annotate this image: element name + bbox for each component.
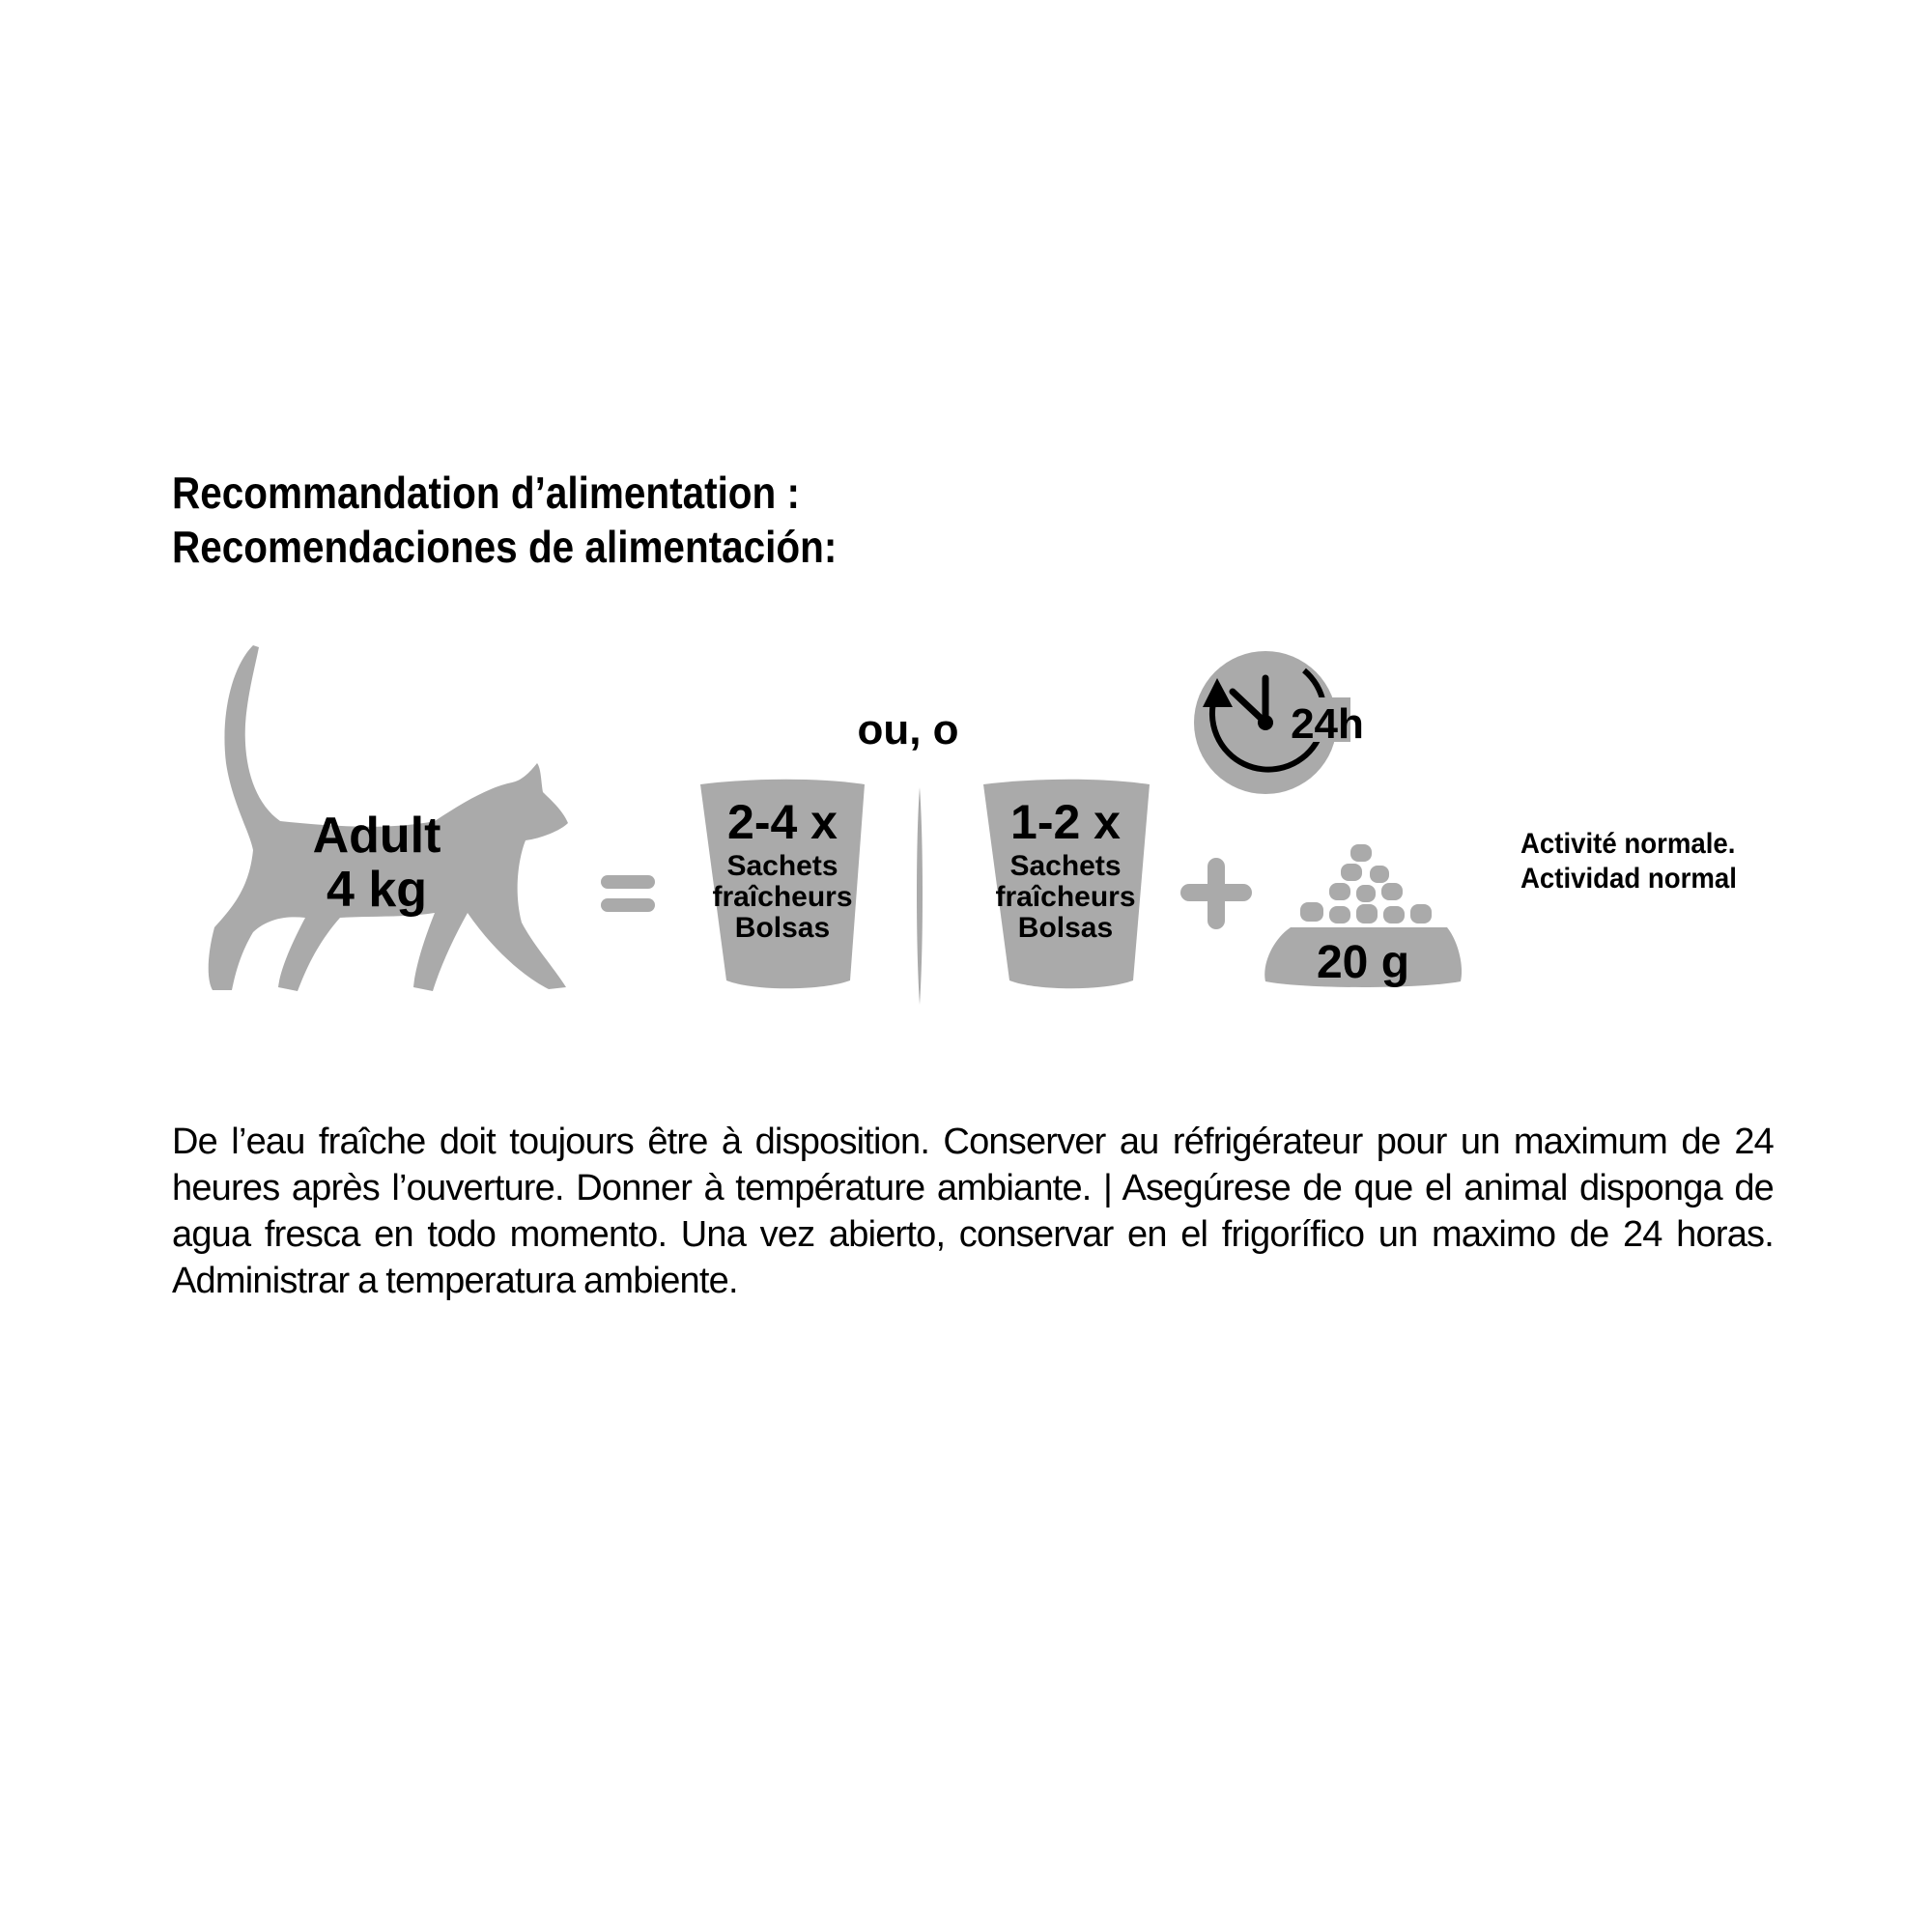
equals-icon: [601, 875, 655, 912]
food-bowl-icon: [1264, 844, 1462, 988]
activity-level: [1520, 827, 1737, 896]
feeding-heading: [172, 466, 837, 574]
pouch-icon-a: [700, 780, 865, 989]
pouch-icon-b: [983, 780, 1150, 989]
cat-label-weight: 4 kg: [326, 862, 428, 918]
cat-label-life-stage: Adult: [312, 808, 441, 864]
option-divider: [917, 787, 923, 1005]
separator-or: ou, o: [857, 706, 959, 753]
pouch-a-line2: fraîcheurs: [712, 881, 853, 913]
clock-label: 24h: [1291, 700, 1364, 748]
plus-icon: [1180, 858, 1252, 929]
storage-note: De l’eau fraîche doit toujours être à disposition. Conserver au réfrigérateur pour un maximum de 24 heures après l’ouverture. Donner à température ambiante. | Asegúrese de que el animal disponga de agua fresca en todo momento. Una vez abierto, conservar en el frigorífico un maximo de 24 horas. Administrar a temperatura ambiente.: [172, 1122, 1774, 1301]
pouch-b-line1: Sachets: [1009, 850, 1122, 882]
pouch-a-line3: Bolsas: [734, 912, 831, 944]
activity-spanish: Actividad normal: [1520, 863, 1737, 895]
heading-spanish: Recomendaciones de alimentación:: [172, 522, 838, 572]
pouch-b-line3: Bolsas: [1017, 912, 1114, 944]
pouch-b-line2: fraîcheurs: [995, 881, 1136, 913]
clock-icon: [1194, 651, 1364, 794]
activity-french: Activité normale.: [1520, 828, 1736, 860]
pouch-a-quantity: 2-4 x: [727, 795, 838, 849]
dry-food-amount: 20 g: [1316, 937, 1410, 988]
cat-icon: [209, 645, 568, 991]
feeding-illustration: [0, 618, 1932, 1024]
pouch-b-quantity: 1-2 x: [1010, 795, 1121, 849]
heading-french: Recommandation d’alimentation :: [172, 468, 801, 518]
pouch-a-line1: Sachets: [726, 850, 838, 882]
